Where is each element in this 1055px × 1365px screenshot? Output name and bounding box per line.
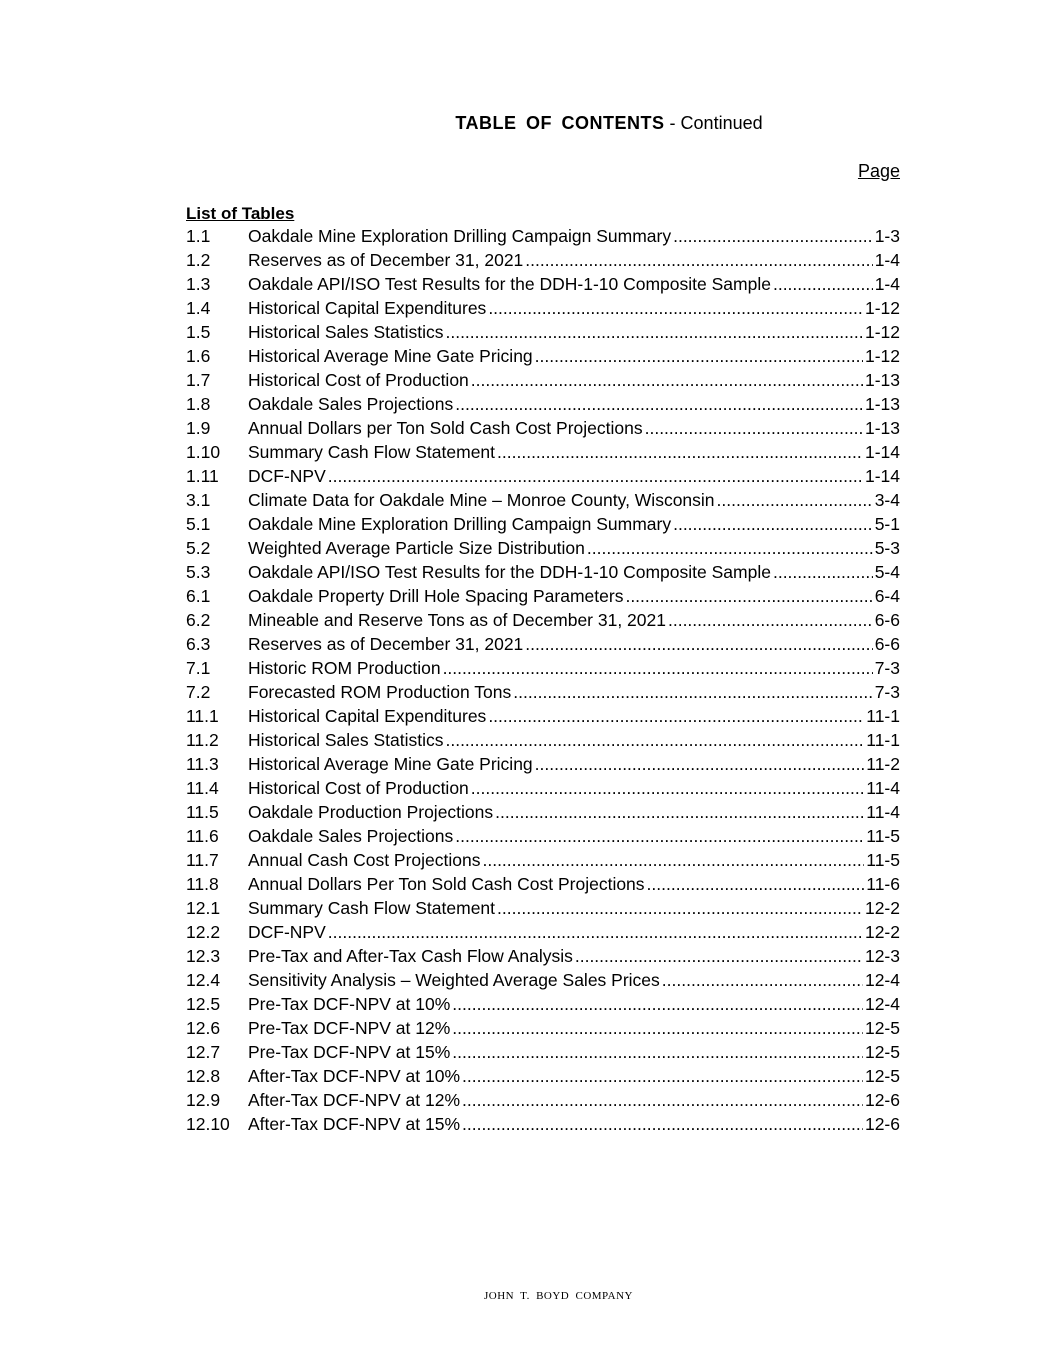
toc-entry-page: 1-14 bbox=[864, 442, 900, 462]
toc-entry-page: 7-3 bbox=[874, 658, 900, 678]
toc-entry-page: 11-5 bbox=[866, 850, 900, 870]
toc-entry-page: 11-5 bbox=[866, 826, 900, 846]
toc-entry-number: 6.2 bbox=[186, 610, 211, 630]
toc-entry-number: 5.1 bbox=[186, 514, 211, 534]
toc-entry-title: Oakdale API/ISO Test Results for the DDH-1-10 Composite Sample bbox=[248, 274, 771, 294]
toc-entry-number: 7.2 bbox=[186, 682, 211, 702]
toc-entry[interactable] bbox=[186, 272, 900, 296]
toc-entry-number: 12.1 bbox=[186, 898, 221, 918]
toc-entry[interactable] bbox=[186, 656, 900, 680]
toc-entry-leader-dots bbox=[471, 776, 864, 800]
toc-entry-title: Reserves as of December 31, 2021 bbox=[248, 250, 524, 270]
toc-entry-title: DCF-NPV bbox=[248, 466, 326, 486]
toc-entry-page: 6-6 bbox=[874, 610, 900, 630]
toc-entry-leader-dots bbox=[513, 680, 872, 704]
toc-entry[interactable] bbox=[186, 776, 900, 800]
toc-entry[interactable] bbox=[186, 536, 900, 560]
toc-entry[interactable] bbox=[186, 368, 900, 392]
toc-entry[interactable] bbox=[186, 224, 900, 248]
toc-entry-page: 12-5 bbox=[864, 1042, 900, 1062]
toc-entry-number: 1.1 bbox=[186, 226, 211, 246]
toc-entry[interactable] bbox=[186, 608, 900, 632]
toc-entry-title: After-Tax DCF-NPV at 12% bbox=[248, 1090, 460, 1110]
toc-entry-leader-dots bbox=[452, 992, 863, 1016]
toc-entry[interactable] bbox=[186, 344, 900, 368]
toc-entry-leader-dots bbox=[488, 296, 863, 320]
toc-entry-title: Historical Average Mine Gate Pricing bbox=[248, 754, 533, 774]
toc-list bbox=[186, 224, 900, 1136]
toc-entry-leader-dots bbox=[525, 248, 872, 272]
toc-entry-number: 6.1 bbox=[186, 586, 211, 606]
toc-entry-number: 11.8 bbox=[186, 874, 219, 894]
toc-entry[interactable] bbox=[186, 512, 900, 536]
page-title-suffix: - Continued bbox=[664, 113, 763, 133]
toc-entry-leader-dots bbox=[587, 536, 873, 560]
toc-entry-page: 1-13 bbox=[864, 418, 900, 438]
toc-entry[interactable] bbox=[186, 464, 900, 488]
toc-entry-title: Oakdale Property Drill Hole Spacing Parameters bbox=[248, 586, 624, 606]
toc-entry-number: 1.8 bbox=[186, 394, 211, 414]
toc-entry-leader-dots bbox=[535, 752, 865, 776]
toc-entry[interactable] bbox=[186, 296, 900, 320]
toc-entry-page: 11-4 bbox=[866, 802, 900, 822]
toc-entry-page: 12-5 bbox=[864, 1018, 900, 1038]
toc-entry[interactable] bbox=[186, 392, 900, 416]
toc-entry[interactable] bbox=[186, 872, 900, 896]
toc-entry-title: After-Tax DCF-NPV at 10% bbox=[248, 1066, 460, 1086]
toc-entry-page: 12-6 bbox=[864, 1090, 900, 1110]
toc-entry-title: Annual Dollars per Ton Sold Cash Cost Projections bbox=[248, 418, 643, 438]
toc-entry-leader-dots bbox=[462, 1088, 863, 1112]
toc-entry-number: 11.3 bbox=[186, 754, 219, 774]
toc-entry-number: 12.2 bbox=[186, 922, 221, 942]
toc-entry-number: 11.5 bbox=[186, 802, 219, 822]
toc-entry-leader-dots bbox=[673, 512, 873, 536]
toc-entry-number: 7.1 bbox=[186, 658, 211, 678]
toc-entry-page: 3-4 bbox=[874, 490, 900, 510]
toc-entry-title: Pre-Tax DCF-NPV at 15% bbox=[248, 1042, 451, 1062]
toc-entry-page: 5-4 bbox=[874, 562, 900, 582]
toc-entry-title: Annual Dollars Per Ton Sold Cash Cost Projections bbox=[248, 874, 645, 894]
toc-entry-leader-dots bbox=[462, 1112, 863, 1136]
toc-entry-leader-dots bbox=[445, 320, 862, 344]
toc-entry-page: 11-6 bbox=[866, 874, 900, 894]
toc-entry[interactable] bbox=[186, 944, 900, 968]
toc-entry-leader-dots bbox=[452, 1016, 863, 1040]
toc-entry-number: 12.10 bbox=[186, 1114, 230, 1134]
toc-entry-leader-dots bbox=[717, 488, 873, 512]
toc-entry-page: 1-4 bbox=[874, 250, 900, 270]
toc-entry-page: 7-3 bbox=[874, 682, 900, 702]
toc-entry[interactable] bbox=[186, 584, 900, 608]
footer-company: JOHN T. BOYD COMPANY bbox=[484, 1290, 633, 1302]
toc-entry[interactable] bbox=[186, 1016, 900, 1040]
toc-entry-page: 12-3 bbox=[864, 946, 900, 966]
toc-entry-leader-dots bbox=[328, 464, 863, 488]
toc-entry-title: Forecasted ROM Production Tons bbox=[248, 682, 512, 702]
toc-entry[interactable] bbox=[186, 632, 900, 656]
toc-entry-title: Historical Cost of Production bbox=[248, 370, 469, 390]
toc-entry-title: Historical Capital Expenditures bbox=[248, 706, 487, 726]
toc-entry-number: 1.11 bbox=[186, 466, 219, 486]
toc-entry-number: 11.7 bbox=[186, 850, 219, 870]
toc-entry-title: Historic ROM Production bbox=[248, 658, 441, 678]
toc-entry-number: 5.3 bbox=[186, 562, 211, 582]
toc-entry-title: Pre-Tax DCF-NPV at 12% bbox=[248, 1018, 451, 1038]
toc-entry[interactable] bbox=[186, 848, 900, 872]
toc-entry-title: Oakdale Mine Exploration Drilling Campaign Summary bbox=[248, 514, 672, 534]
toc-entry[interactable] bbox=[186, 968, 900, 992]
toc-entry-title: Oakdale Sales Projections bbox=[248, 826, 454, 846]
toc-entry-title: Weighted Average Particle Size Distribution bbox=[248, 538, 585, 558]
toc-entry-title: Climate Data for Oakdale Mine – Monroe County, Wisconsin bbox=[248, 490, 715, 510]
toc-entry-title: Summary Cash Flow Statement bbox=[248, 898, 496, 918]
toc-entry-page: 11-1 bbox=[866, 730, 900, 750]
toc-entry[interactable] bbox=[186, 248, 900, 272]
toc-entry[interactable] bbox=[186, 1112, 900, 1136]
toc-entry-page: 12-5 bbox=[864, 1066, 900, 1086]
toc-entry-title: Historical Cost of Production bbox=[248, 778, 469, 798]
toc-entry[interactable] bbox=[186, 416, 900, 440]
toc-entry-title: DCF-NPV bbox=[248, 922, 326, 942]
toc-entry[interactable] bbox=[186, 752, 900, 776]
toc-entry-number: 12.9 bbox=[186, 1090, 221, 1110]
toc-entry-page: 1-14 bbox=[864, 466, 900, 486]
toc-entry[interactable] bbox=[186, 320, 900, 344]
toc-entry-number: 11.1 bbox=[186, 706, 219, 726]
toc-entry-number: 12.7 bbox=[186, 1042, 221, 1062]
toc-entry-page: 11-4 bbox=[866, 778, 900, 798]
toc-entry-number: 1.2 bbox=[186, 250, 211, 270]
toc-entry-title: Pre-Tax DCF-NPV at 10% bbox=[248, 994, 451, 1014]
toc-entry-page: 6-6 bbox=[874, 634, 900, 654]
toc-entry-number: 1.6 bbox=[186, 346, 211, 366]
toc-entry-leader-dots bbox=[625, 584, 872, 608]
toc-entry-leader-dots bbox=[452, 1040, 863, 1064]
toc-entry-page: 12-4 bbox=[864, 994, 900, 1014]
toc-entry-title: Oakdale Sales Projections bbox=[248, 394, 454, 414]
page-title bbox=[0, 113, 1055, 134]
toc-entry-title: Historical Sales Statistics bbox=[248, 730, 444, 750]
toc-entry-number: 12.8 bbox=[186, 1066, 221, 1086]
toc-entry-page: 1-12 bbox=[864, 346, 900, 366]
toc-entry-leader-dots bbox=[471, 368, 863, 392]
toc-entry[interactable] bbox=[186, 680, 900, 704]
toc-entry[interactable] bbox=[186, 1040, 900, 1064]
toc-entry-leader-dots bbox=[455, 392, 863, 416]
toc-entry-number: 12.4 bbox=[186, 970, 221, 990]
toc-entry-page: 11-2 bbox=[866, 754, 900, 774]
toc-entry-page: 1-13 bbox=[864, 394, 900, 414]
toc-entry-title: Sensitivity Analysis – Weighted Average Sales Prices bbox=[248, 970, 660, 990]
toc-entry-title: Oakdale Production Projections bbox=[248, 802, 494, 822]
toc-entry-title: Mineable and Reserve Tons as of December 31, 2021 bbox=[248, 610, 666, 630]
toc-entry-page: 5-1 bbox=[874, 514, 900, 534]
toc-entry-number: 12.5 bbox=[186, 994, 221, 1014]
toc-entry-title: Historical Average Mine Gate Pricing bbox=[248, 346, 533, 366]
toc-entry-leader-dots bbox=[488, 704, 864, 728]
toc-entry-title: Pre-Tax and After-Tax Cash Flow Analysis bbox=[248, 946, 573, 966]
toc-entry[interactable] bbox=[186, 1064, 900, 1088]
toc-entry-leader-dots bbox=[482, 848, 864, 872]
toc-entry[interactable] bbox=[186, 728, 900, 752]
toc-entry-page: 1-3 bbox=[874, 226, 900, 246]
toc-entry-number: 1.7 bbox=[186, 370, 211, 390]
toc-entry-number: 5.2 bbox=[186, 538, 211, 558]
toc-entry-leader-dots bbox=[495, 800, 864, 824]
toc-entry-number: 12.3 bbox=[186, 946, 221, 966]
toc-entry-leader-dots bbox=[647, 872, 865, 896]
list-of-tables-heading: List of Tables bbox=[186, 204, 295, 223]
toc-entry-page: 1-12 bbox=[864, 298, 900, 318]
page-column-label: Page bbox=[857, 161, 900, 181]
toc-entry-page: 12-6 bbox=[864, 1114, 900, 1134]
toc-entry-title: Reserves as of December 31, 2021 bbox=[248, 634, 524, 654]
toc-entry-number: 1.4 bbox=[186, 298, 211, 318]
toc-entry-title: Annual Cash Cost Projections bbox=[248, 850, 481, 870]
toc-entry-leader-dots bbox=[525, 632, 872, 656]
toc-entry-leader-dots bbox=[445, 728, 864, 752]
toc-entry-leader-dots bbox=[575, 944, 863, 968]
toc-entry-leader-dots bbox=[455, 824, 864, 848]
toc-entry[interactable] bbox=[186, 896, 900, 920]
toc-entry-leader-dots bbox=[645, 416, 863, 440]
toc-entry-page: 12-4 bbox=[864, 970, 900, 990]
toc-entry-number: 12.6 bbox=[186, 1018, 221, 1038]
toc-entry-leader-dots bbox=[662, 968, 863, 992]
toc-entry-page: 5-3 bbox=[874, 538, 900, 558]
toc-entry-leader-dots bbox=[535, 344, 863, 368]
toc-entry-page: 6-4 bbox=[874, 586, 900, 606]
toc-entry-page: 11-1 bbox=[866, 706, 900, 726]
toc-entry-number: 1.5 bbox=[186, 322, 211, 342]
toc-entry-leader-dots bbox=[328, 920, 863, 944]
toc-entry-leader-dots bbox=[773, 560, 873, 584]
page-title-main: TABLE OF CONTENTS bbox=[455, 113, 665, 133]
toc-entry-number: 3.1 bbox=[186, 490, 211, 510]
toc-entry-number: 6.3 bbox=[186, 634, 211, 654]
toc-entry[interactable] bbox=[186, 488, 900, 512]
toc-entry[interactable] bbox=[186, 440, 900, 464]
toc-entry-page: 1-13 bbox=[864, 370, 900, 390]
toc-entry-title: Oakdale Mine Exploration Drilling Campaign Summary bbox=[248, 226, 672, 246]
toc-entry-leader-dots bbox=[462, 1064, 863, 1088]
toc-entry-leader-dots bbox=[443, 656, 873, 680]
toc-entry-number: 1.3 bbox=[186, 274, 211, 294]
toc-entry[interactable] bbox=[186, 1088, 900, 1112]
toc-entry[interactable] bbox=[186, 824, 900, 848]
toc-entry-leader-dots bbox=[668, 608, 873, 632]
toc-entry[interactable] bbox=[186, 704, 900, 728]
toc-entry-title: Summary Cash Flow Statement bbox=[248, 442, 496, 462]
toc-entry[interactable] bbox=[186, 560, 900, 584]
toc-entry[interactable] bbox=[186, 800, 900, 824]
toc-entry-title: Oakdale API/ISO Test Results for the DDH-1-10 Composite Sample bbox=[248, 562, 771, 582]
toc-entry[interactable] bbox=[186, 992, 900, 1016]
toc-entry-page: 1-4 bbox=[874, 274, 900, 294]
toc-entry-title: Historical Sales Statistics bbox=[248, 322, 444, 342]
toc-entry-leader-dots bbox=[497, 440, 863, 464]
toc-entry-number: 1.9 bbox=[186, 418, 211, 438]
toc-entry-leader-dots bbox=[673, 224, 873, 248]
toc-entry-number: 11.2 bbox=[186, 730, 219, 750]
toc-entry-title: Historical Capital Expenditures bbox=[248, 298, 487, 318]
toc-entry-page: 12-2 bbox=[864, 922, 900, 942]
toc-entry-title: After-Tax DCF-NPV at 15% bbox=[248, 1114, 460, 1134]
toc-entry-leader-dots bbox=[497, 896, 863, 920]
toc-entry-number: 11.4 bbox=[186, 778, 219, 798]
toc-entry[interactable] bbox=[186, 920, 900, 944]
toc-entry-number: 1.10 bbox=[186, 442, 221, 462]
toc-entry-page: 12-2 bbox=[864, 898, 900, 918]
toc-entry-page: 1-12 bbox=[864, 322, 900, 342]
toc-entry-number: 11.6 bbox=[186, 826, 219, 846]
toc-entry-leader-dots bbox=[773, 272, 873, 296]
